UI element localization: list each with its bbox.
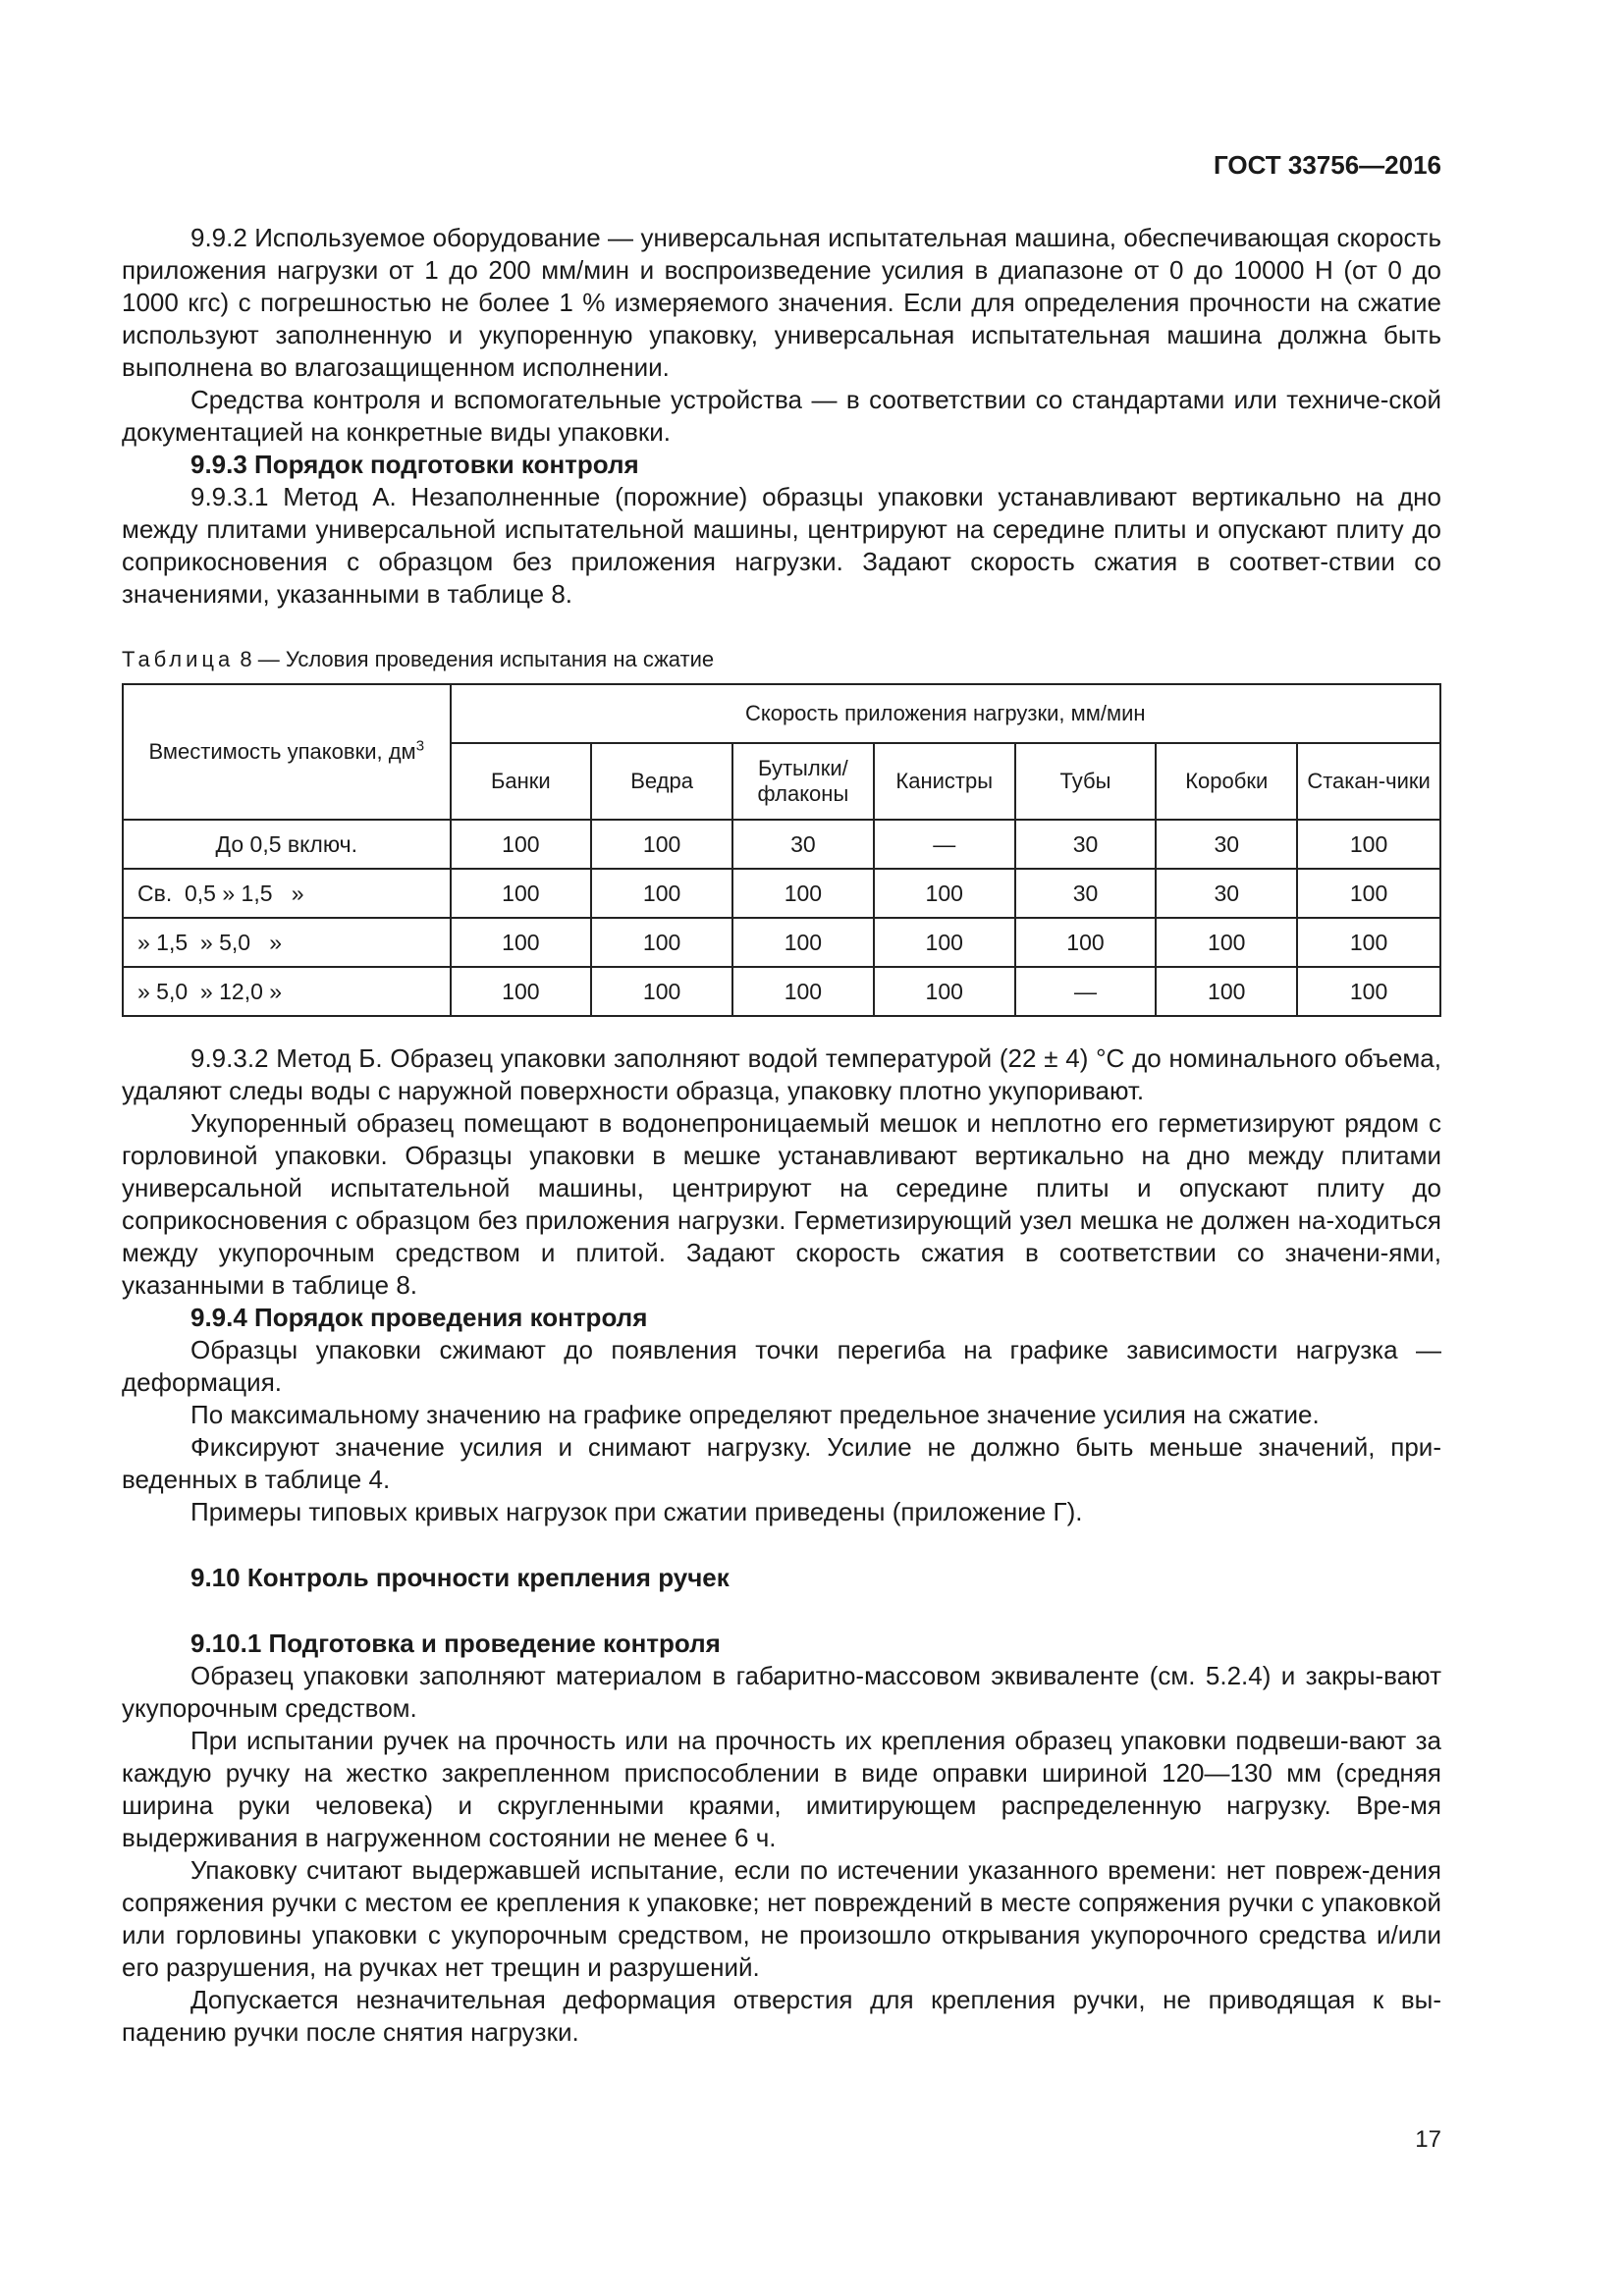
row-label: До 0,5 включ.: [123, 820, 451, 869]
table-cell: 100: [1015, 918, 1157, 967]
table-row: [123, 820, 1440, 869]
page-number: 17: [1415, 2126, 1441, 2153]
table-cell: 100: [874, 967, 1015, 1016]
table-cell: —: [874, 820, 1015, 869]
table-cell: —: [1015, 967, 1157, 1016]
table-cell: 100: [732, 967, 874, 1016]
table-cell: 100: [591, 918, 732, 967]
table-cell: 100: [1156, 967, 1297, 1016]
table-row: [123, 967, 1440, 1016]
section-heading-9-9-3: 9.9.3 Порядок подготовки контроля: [190, 450, 639, 479]
paragraph: 9.9.3.1 Метод А. Незаполненные (порожние) образцы упаковки устанавливают вертикально на дно между плитами универсальной испытательной машины, центрируют на середине плиты и опускают плиту до соприкосновения с образцом без приложения нагрузки. Задают скорость сжатия в соответ-ствии со значениями, указанными в таблице 8.: [122, 482, 1441, 609]
paragraph: 9.9.2 Используемое оборудование — универсальная испытательная машина, обеспечивающая скорость приложения нагрузки от 1 до 200 мм/мин и воспроизведение усилия в диапазоне от 0 до 10000 Н (от 0 до 1000 кгс) с погрешностью не более 1 % измеряемого значения. Если для определения прочности на сжатие используют заполненную и укупоренную упаковку, универсальная испытательная машина должна быть выполнена во влагозащищенном исполнении.: [122, 223, 1441, 382]
table-cell: 100: [1156, 918, 1297, 967]
table-caption-text: 8 — Условия проведения испытания на сжатие: [234, 647, 715, 671]
table-cell: 100: [1297, 869, 1440, 918]
table-cell: 100: [1297, 918, 1440, 967]
paragraph: Укупоренный образец помещают в водонепроницаемый мешок и неплотно его герметизируют рядом с горловиной упаковки. Образцы упаковки в мешке устанавливают вертикально на дно между плитами универсальной испытательной машины, центрируют на середине плиты и опускают плиту до соприкосновения с образцом без приложения нагрузки. Герметизирующий узел мешка не должен на-ходиться между укупорочным средством и плитой. Задают скорость сжатия в соответствии со значени-ями, указанными в таблице 8.: [122, 1108, 1441, 1300]
table-cell: 30: [732, 820, 874, 869]
table-cell: 30: [1156, 820, 1297, 869]
table-header-load-speed: Скорость приложения нагрузки, мм/мин: [451, 684, 1441, 743]
paragraph: 9.9.3.2 Метод Б. Образец упаковки заполняют водой температурой (22 ± 4) °С до номинального объема, удаляют следы воды с наружной поверхности образца, упаковку плотно укупоривают.: [122, 1043, 1441, 1105]
paragraph: Упаковку считают выдержавшей испытание, если по истечении указанного времени: нет повреж-дения сопряжения ручки с местом ее крепления к упаковке; нет повреждений в месте сопряжения ручки с упаковкой или горловины упаковки с укупорочным средством, не произошло открывания укупорочного средства и/или его разрушения, на ручках нет трещин и разрушений.: [122, 1855, 1441, 1982]
table-cell: 100: [451, 869, 592, 918]
table-caption-label: Таблица: [122, 647, 235, 671]
section-heading-9-10-1: 9.10.1 Подготовка и проведение контроля: [190, 1629, 721, 1658]
table-col-header: Коробки: [1156, 743, 1297, 820]
table-row: [123, 869, 1440, 918]
table-cell: 100: [451, 820, 592, 869]
table-cell: 100: [591, 967, 732, 1016]
table-cell: 100: [732, 869, 874, 918]
table-cell: 100: [1297, 820, 1440, 869]
section-heading-9-9-4: 9.9.4 Порядок проведения контроля: [190, 1303, 648, 1332]
table-col-header: Тубы: [1015, 743, 1157, 820]
paragraph: По максимальному значению на графике определяют предельное значение усилия на сжатие.: [190, 1400, 1320, 1429]
paragraph: Фиксируют значение усилия и снимают нагрузку. Усилие не должно быть меньше значений, при-веденных в таблице 4.: [122, 1432, 1441, 1494]
paragraph: Примеры типовых кривых нагрузок при сжатии приведены (приложение Г).: [190, 1497, 1083, 1526]
table-cell: 30: [1015, 820, 1157, 869]
table-cell: 100: [451, 918, 592, 967]
row-label: » 1,5 » 5,0 »: [123, 918, 451, 967]
table-cell: 100: [591, 820, 732, 869]
standard-code: ГОСТ 33756—2016: [1214, 150, 1441, 180]
table-cell: 100: [591, 869, 732, 918]
row-label: » 5,0 » 12,0 »: [123, 967, 451, 1016]
table-cell: 100: [874, 869, 1015, 918]
table-col-header: Ведра: [591, 743, 732, 820]
paragraph: Средства контроля и вспомогательные устройства — в соответствии со стандартами или техниче-ской документацией на конкретные виды упаковки.: [122, 385, 1441, 447]
page-content: [122, 222, 1441, 2049]
table-col-header: Бутылки/ флаконы: [732, 743, 874, 820]
paragraph: При испытании ручек на прочность или на прочность их крепления образец упаковки подвеши-вают за каждую ручку на жестко закрепленном приспособлении в виде оправки шириной 120—130 мм (средняя ширина руки человека) и скругленными краями, имитирующем распределенную нагрузку. Вре-мя выдерживания в нагруженном состоянии не менее 6 ч.: [122, 1726, 1441, 1852]
table-col-header: Канистры: [874, 743, 1015, 820]
row-label: Св. 0,5 » 1,5 »: [123, 869, 451, 918]
table-cell: 100: [874, 918, 1015, 967]
table-caption: [122, 646, 1441, 673]
table-cell: 100: [732, 918, 874, 967]
compression-test-table: [122, 683, 1441, 1017]
section-heading-9-10: 9.10 Контроль прочности крепления ручек: [190, 1563, 730, 1592]
table-row: [123, 918, 1440, 967]
table-cell: 30: [1015, 869, 1157, 918]
text-after-table: [122, 1042, 1441, 2049]
paragraph: Образец упаковки заполняют материалом в габаритно-массовом эквиваленте (см. 5.2.4) и закры-вают укупорочным средством.: [122, 1661, 1441, 1723]
table-header-capacity: Вместимость упаковки, $дм^3$: [123, 684, 451, 820]
table-col-header: Банки: [451, 743, 592, 820]
table-col-header: Стакан-чики: [1297, 743, 1440, 820]
table-cell: 100: [1297, 967, 1440, 1016]
paragraph: Образцы упаковки сжимают до появления точки перегиба на графике зависимости нагрузка — деформация.: [122, 1335, 1441, 1397]
table-cell: 100: [451, 967, 592, 1016]
table-cell: 30: [1156, 869, 1297, 918]
paragraph: Допускается незначительная деформация отверстия для крепления ручки, не приводящая к вы-падению ручки после снятия нагрузки.: [122, 1985, 1441, 2047]
